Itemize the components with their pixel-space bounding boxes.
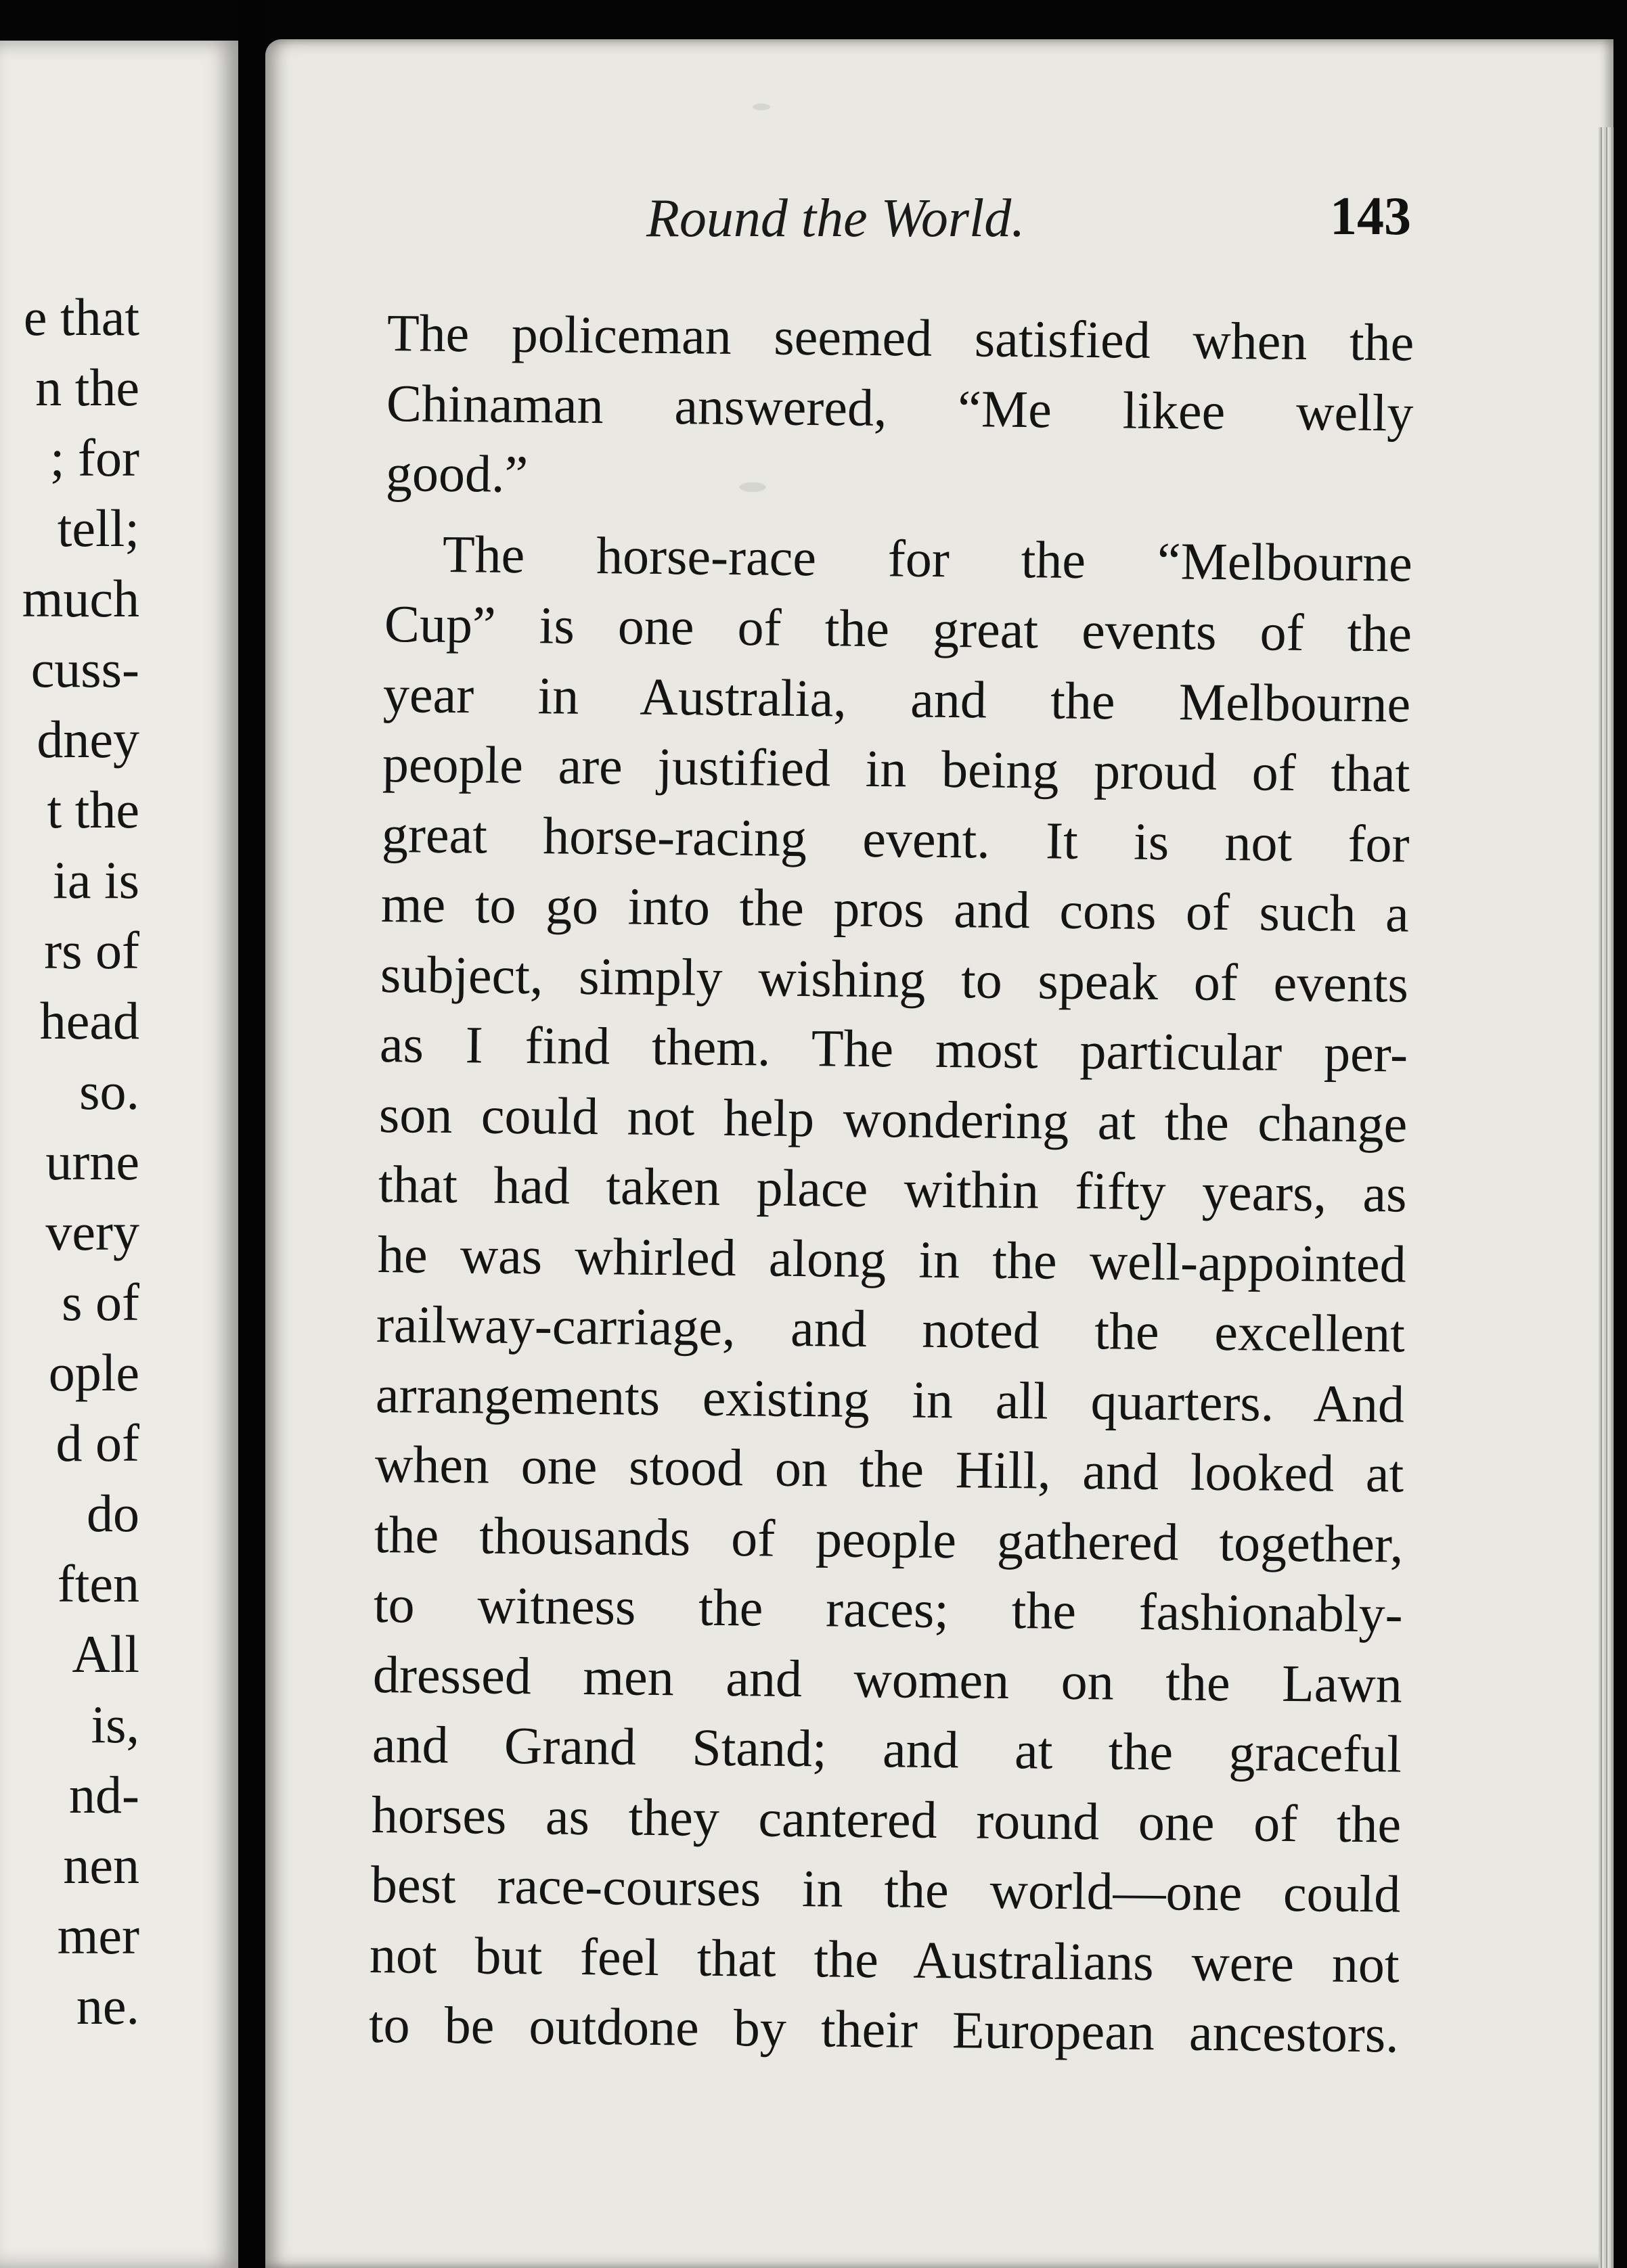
text-line: great horse-racing event. It is not for <box>381 804 1410 874</box>
previous-page-line: rs of <box>44 921 139 980</box>
text-line: The policeman seemed satisfied when the <box>386 303 1414 372</box>
text-line: the thousands of people gathered together, <box>374 1504 1404 1574</box>
previous-page-line: ne. <box>76 1976 139 2035</box>
text-line: good.” <box>385 443 529 504</box>
previous-page-line: nd- <box>69 1765 139 1824</box>
text-line: year in Australia, and the Melbourne <box>383 664 1412 733</box>
previous-page-line: nen <box>63 1836 139 1895</box>
text-line: as I find them. The most particular per- <box>379 1014 1408 1083</box>
previous-page-line: s of <box>62 1273 139 1332</box>
running-head: Round the World. <box>646 189 1025 248</box>
previous-page-line: e that <box>23 288 139 346</box>
previous-page-line: very <box>45 1202 139 1261</box>
book-gutter <box>238 0 265 2268</box>
previous-page-line: mer <box>57 1906 139 1965</box>
previous-page-line: ; for <box>49 428 139 487</box>
text-line: The horse-race for the “Melbourne <box>442 524 1412 593</box>
previous-page-line: n the <box>35 358 139 417</box>
previous-page-line: All <box>72 1625 139 1683</box>
page-number: 143 <box>1330 187 1411 246</box>
text-line: best race-courses in the world—one could <box>370 1855 1401 1924</box>
text-line: son could not help wondering at the change <box>378 1084 1408 1154</box>
text-line: railway-carriage, and noted the excellent <box>376 1294 1406 1363</box>
previous-page-line: so. <box>79 1062 139 1120</box>
text-line: he was whirled along in the well-appointed <box>377 1224 1406 1294</box>
previous-page-line: is, <box>91 1695 139 1754</box>
text-line: and Grand Stand; and at the graceful <box>372 1715 1402 1784</box>
previous-page-line: dney <box>37 710 139 769</box>
text-line: when one stood on the Hill, and looked at <box>374 1434 1404 1503</box>
text-line: to be outdone by their European ancestors. <box>368 1995 1400 2064</box>
book-page <box>265 39 1613 2268</box>
previous-page-line: d of <box>55 1413 139 1472</box>
previous-page-line: t the <box>47 780 139 839</box>
previous-page-line: tell; <box>57 499 139 558</box>
page-blemish <box>739 482 766 492</box>
text-line: not but feel that the Australians were not <box>370 1924 1400 1994</box>
previous-page-line: head <box>39 991 139 1050</box>
previous-page-fragment <box>0 41 238 2268</box>
previous-page-line: ople <box>48 1343 139 1402</box>
text-line: dressed men and women on the Lawn <box>372 1644 1403 1714</box>
text-line: me to go into the pros and cons of such a <box>380 874 1410 943</box>
page-blemish <box>753 104 770 110</box>
text-line: Cup” is one of the great events of the <box>384 594 1412 663</box>
previous-page-line: do <box>87 1484 139 1543</box>
text-line: people are justified in being proud of that <box>382 734 1411 803</box>
previous-page-line: urne <box>45 1132 139 1191</box>
text-line: arrangements existing in all quarters. And <box>375 1364 1405 1434</box>
text-line: Chinaman answered, “Me likee welly <box>386 373 1414 443</box>
page-edge-stack <box>1599 127 1613 2268</box>
previous-page-line: ia is <box>53 850 139 909</box>
text-line: that had taken place within fifty years, as <box>378 1154 1407 1223</box>
text-line: horses as they cantered round one of the <box>371 1784 1402 1854</box>
text-line: to witness the races; the fashionably- <box>373 1574 1403 1643</box>
text-line: subject, simply wishing to speak of events <box>380 944 1409 1014</box>
previous-page-line: much <box>22 569 139 628</box>
previous-page-line: cuss- <box>30 639 139 698</box>
previous-page-line: ften <box>57 1554 139 1613</box>
